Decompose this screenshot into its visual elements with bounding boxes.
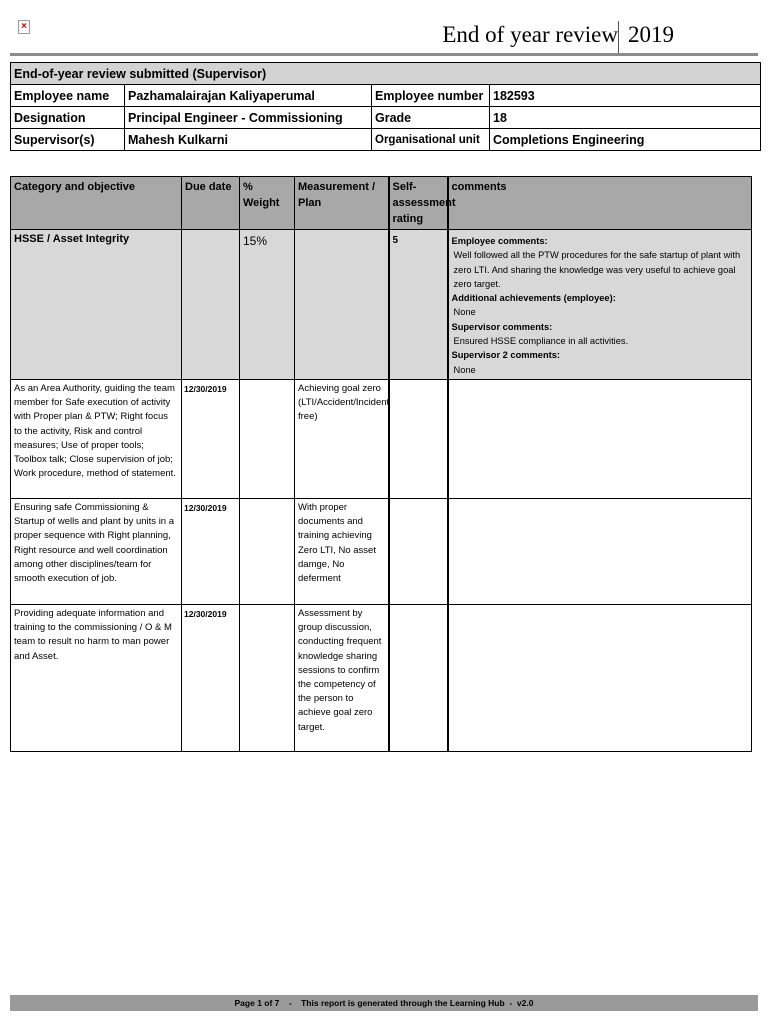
objective-text: Providing adequate information and training to the commissioning / O & M team to result no harm to man power and Asset. [11, 604, 182, 751]
supervisor-comments-heading: Supervisor comments: [451, 321, 553, 332]
objectives-table [10, 176, 752, 752]
col-header-due-date: Due date [182, 177, 240, 230]
category-due-date [182, 230, 240, 380]
category-rating: 5 [389, 230, 448, 380]
employee-number-label: Employee number [372, 85, 490, 107]
org-unit-value: Completions Engineering [490, 129, 761, 151]
col-header-weight: % Weight [240, 177, 295, 230]
info-row-designation [11, 107, 761, 129]
page-footer: Page 1 of 7 - This report is generated through the Learning Hub - v2.0 [10, 995, 758, 1011]
employee-info-table [10, 62, 761, 151]
table-row [11, 498, 752, 604]
employee-comments-heading: Employee comments: [451, 236, 548, 246]
org-unit-label: Organisational unit [372, 129, 490, 151]
category-name: HSSE / Asset Integrity [11, 230, 182, 380]
col-header-comments: comments [448, 177, 752, 230]
additional-achievements-heading: Additional achievements (employee): [451, 293, 616, 304]
objective-weight [240, 604, 295, 751]
objective-comments [448, 379, 752, 498]
employee-name-label: Employee name [11, 85, 125, 107]
col-header-category: Category and objective [11, 177, 182, 230]
employee-comments-text: Well followed all the PTW procedures for the safe startup of plant with zero LTI. And sharing the knowledge was very useful to achieve goal zero target. [453, 250, 741, 289]
info-title-row [11, 63, 761, 85]
objective-text: Ensuring safe Commissioning & Startup of wells and plant by units in a proper sequence with Right planning, Right resource and well coordination among other disciplines/team for smooth execution of job. [11, 498, 182, 604]
objective-weight [240, 379, 295, 498]
objective-rating [389, 498, 448, 604]
objective-due-date: 12/30/2019 [182, 604, 240, 751]
broken-image-icon: × [18, 20, 30, 34]
grade-label: Grade [372, 107, 490, 129]
table-row [11, 604, 752, 751]
review-year: 2019 [628, 22, 674, 47]
objective-weight [240, 498, 295, 604]
objective-measurement: Assessment by group discussion, conducting frequent knowledge sharing sessions to confirm the competency of the person to achieve goal zero target. [295, 604, 389, 751]
supervisor-label: Supervisor(s) [11, 129, 125, 151]
title-separator [618, 21, 619, 53]
supervisor2-comments-text: None [453, 364, 476, 375]
col-header-measurement: Measurement / Plan [295, 177, 389, 230]
category-comments [448, 230, 752, 380]
objective-text: As an Area Authority, guiding the team member for Safe execution of activity with Proper plan & PTW; Right focus to the activity, Risk and control measures; Use of proper tools; Toolbox talk; Close supervision of job; Work procedure, method of statement. [11, 379, 182, 498]
table-row [11, 379, 752, 498]
objective-measurement: With proper documents and training achieving Zero LTI, No asset damge, No deferment [295, 498, 389, 604]
supervisor-value: Mahesh Kulkarni [125, 129, 372, 151]
designation-value: Principal Engineer - Commissioning [125, 107, 372, 129]
page-title: End of year review [442, 22, 618, 47]
col-header-self-rating: Self-assessment rating [389, 177, 448, 230]
info-section-title: End-of-year review submitted (Supervisor) [11, 63, 761, 85]
objective-rating [389, 379, 448, 498]
supervisor-comments-text: Ensured HSSE compliance in all activities. [453, 336, 629, 347]
designation-label: Designation [11, 107, 125, 129]
supervisor2-comments-heading: Supervisor 2 comments: [451, 350, 560, 361]
objective-measurement: Achieving goal zero (LTI/Accident/Incident free) [295, 379, 389, 498]
objective-comments [448, 498, 752, 604]
grade-value: 18 [490, 107, 761, 129]
employee-number-value: 182593 [490, 85, 761, 107]
objective-rating [389, 604, 448, 751]
objectives-header-row [11, 177, 752, 230]
employee-name-value: Pazhamalairajan Kaliyaperumal [125, 85, 372, 107]
info-row-supervisor [11, 129, 761, 151]
info-row-employee [11, 85, 761, 107]
category-row [11, 230, 752, 380]
category-weight: 15% [240, 230, 295, 380]
objective-comments [448, 604, 752, 751]
category-measurement [295, 230, 389, 380]
objective-due-date: 12/30/2019 [182, 379, 240, 498]
additional-achievements-text: None [453, 307, 476, 318]
objective-due-date: 12/30/2019 [182, 498, 240, 604]
header-rule [10, 53, 758, 56]
